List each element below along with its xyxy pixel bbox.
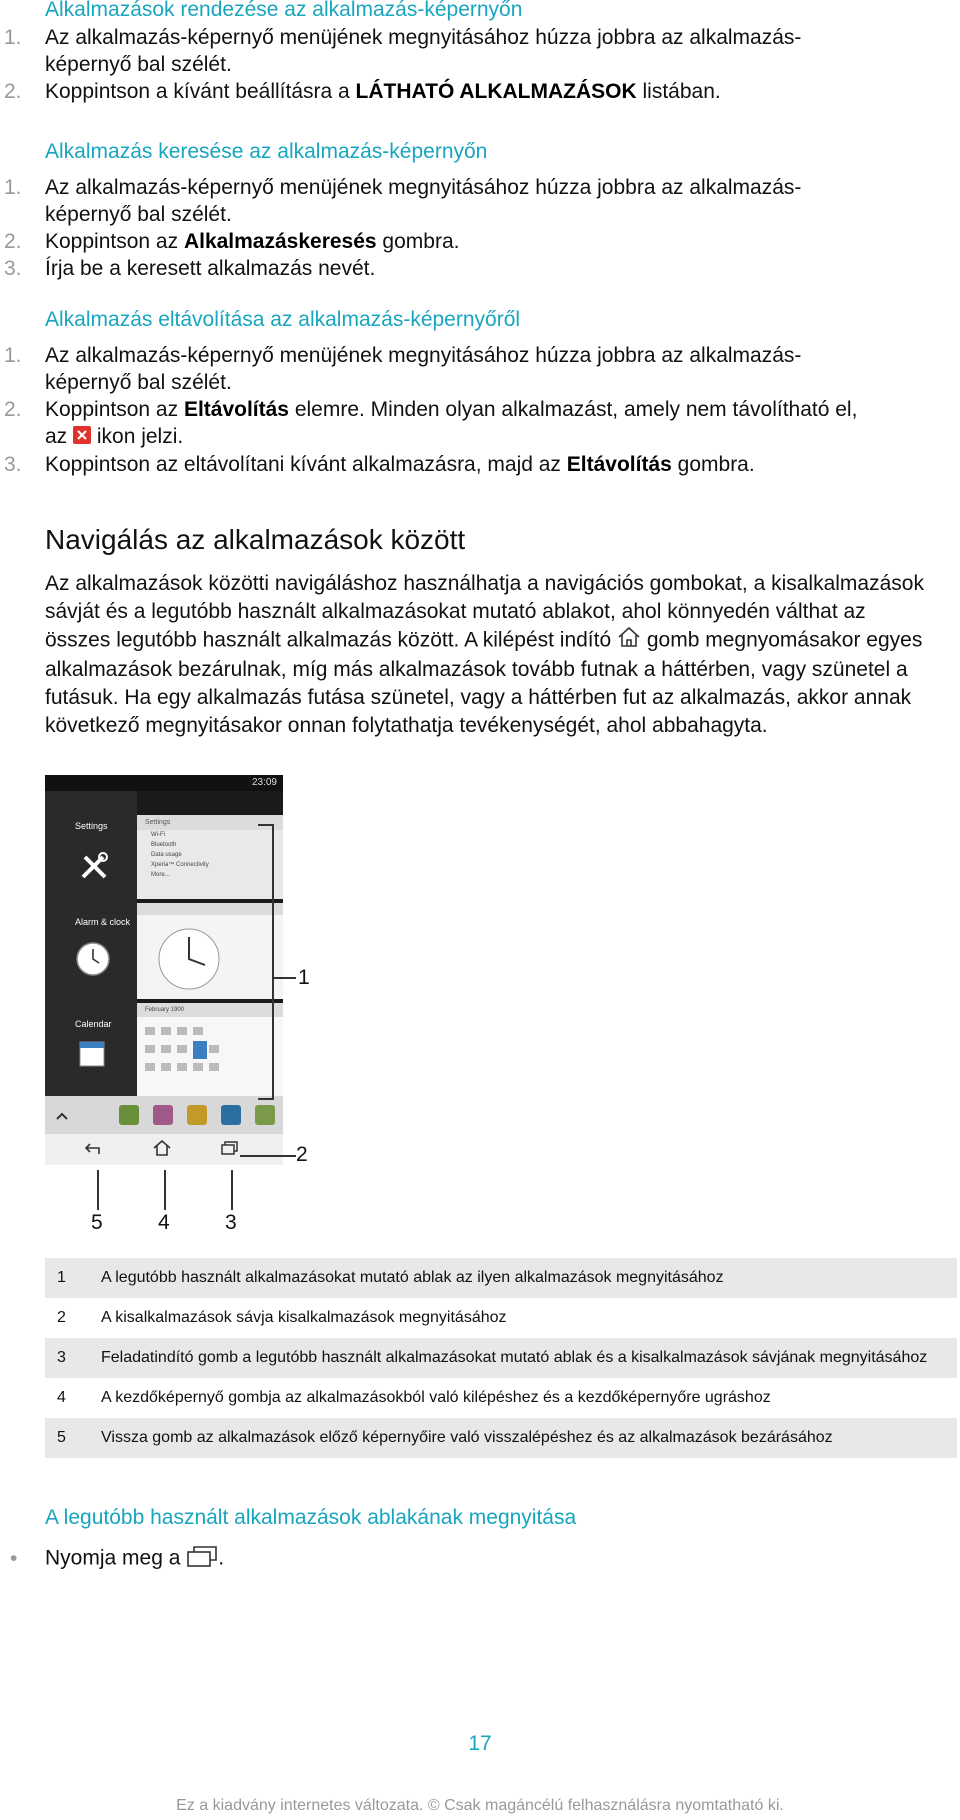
phone-screenshot [45, 775, 283, 1165]
table-row: 1 A legutóbb használt alkalmazásokat mutató ablak az ilyen alkalmazások megnyitásához [45, 1258, 957, 1298]
steps-arrange [0, 24, 875, 105]
settings-row: More... [151, 872, 170, 878]
navigation-heading: Navigálás az alkalmazások között [45, 524, 466, 555]
step: 2. Koppintson a kívánt beállításra a LÁTHATÓ ALKALMAZÁSOK listában. [4, 80, 721, 103]
calendar-icon [79, 1039, 105, 1072]
calendar-card-header: February 1900 [137, 1003, 283, 1017]
step: 2. Koppintson az Alkalmazáskeresés gombra. [4, 230, 460, 253]
table-row: 5 Vissza gomb az alkalmazások előző képernyőire való visszalépéshez és az alkalmazások bezárásához [45, 1418, 957, 1458]
home-button-icon[interactable] [153, 1140, 171, 1161]
callout-line-2 [240, 1155, 296, 1157]
callout-5: 5 [91, 1211, 103, 1234]
status-bar [45, 775, 283, 791]
table-row: 2 A kisalkalmazások sávja kisalkalmazások megnyitásához [57, 1309, 507, 1326]
expand-up-icon[interactable] [55, 1108, 69, 1126]
steps-uninstall [0, 342, 875, 478]
footer-note: Ez a kiadvány internetes változata. © Csak magáncélú felhasználásra nyomtatható ki. [176, 1797, 784, 1814]
callout-bracket-1 [258, 824, 274, 1100]
callout-2: 2 [296, 1143, 308, 1166]
small-apps-bar [45, 1096, 283, 1134]
recent-apps-icon[interactable] [221, 1141, 239, 1160]
uninstall-x-icon [73, 424, 91, 451]
callout-3: 3 [225, 1211, 237, 1234]
table-row: 4 A kezdőképernyő gombja az alkalmazásokból való kilépéshez és a kezdőképernyőre ugráshoz [57, 1389, 771, 1406]
back-icon[interactable] [83, 1142, 101, 1161]
steps-search [0, 174, 875, 282]
tools-icon [79, 851, 109, 886]
calendar-label: Calendar [75, 1019, 112, 1029]
callout-legend-table [45, 1258, 957, 1458]
page-number: 17 [468, 1732, 492, 1755]
section-title-recent: A legutóbb használt alkalmazások ablakának megnyitása [45, 1506, 577, 1529]
settings-card-header: Settings [137, 815, 283, 830]
clock-icon [75, 941, 111, 982]
step: 3. Koppintson az eltávolítani kívánt alkalmazásra, majd az Eltávolítás gombra. [4, 452, 755, 476]
callout-line-4 [164, 1170, 166, 1210]
navigation-bar [45, 1134, 283, 1165]
step: 1. Az alkalmazás-képernyő menüjének megnyitásához húzza jobbra az alkalmazás-képernyő bal szélét. [4, 176, 802, 226]
status-time: 23:09 [251, 777, 277, 788]
settings-row: Data usage [151, 852, 182, 858]
small-app-icon[interactable] [153, 1105, 173, 1130]
bullet-item: • Nyomja meg a . [10, 1545, 224, 1573]
step: 2. Koppintson az Eltávolítás elemre. Minden olyan alkalmazást, amely nem távolítható el, az ikon jelzi. [0, 396, 875, 451]
settings-label: Settings [75, 821, 108, 831]
small-app-icon[interactable] [187, 1105, 207, 1130]
callout-line-5 [97, 1170, 99, 1210]
small-app-icon[interactable] [119, 1105, 139, 1130]
bullet-mark: • [10, 1546, 18, 1570]
recent-apps-icon [186, 1545, 218, 1573]
small-apps-column [45, 791, 137, 1096]
step: 3. Írja be a keresett alkalmazás nevét. [4, 257, 376, 280]
settings-row: Xperia™ Connectivity [151, 862, 209, 868]
settings-row: Wi-Fi [151, 832, 165, 838]
step: 1. Az alkalmazás-képernyő menüjének megnyitásához húzza jobbra az alkalmazás-képernyő bal szélét. [4, 26, 802, 76]
callout-line-1 [272, 977, 296, 979]
settings-row: Bluetooth [151, 842, 177, 848]
table-row: 3 Feladatindító gomb a legutóbb használt alkalmazásokat mutató ablak és a kisalkalmazások sávjának megnyitásához [45, 1338, 957, 1378]
step: 1. Az alkalmazás-képernyő menüjének megnyitásához húzza jobbra az alkalmazás-képernyő bal szélét. [4, 344, 802, 394]
small-app-icon[interactable] [255, 1105, 275, 1130]
callout-1: 1 [298, 966, 310, 989]
callout-line-3 [231, 1170, 233, 1210]
section-title-search: Alkalmazás keresése az alkalmazás-képernyőn [45, 140, 488, 163]
small-app-icon[interactable] [221, 1105, 241, 1130]
section-title-uninstall: Alkalmazás eltávolítása az alkalmazás-képernyőről [45, 308, 521, 331]
navigation-paragraph: Az alkalmazások közötti navigáláshoz használhatja a navigációs gombokat, a kisalkalmazások sávját és a legutóbb használt alkalmazásokat mutató ablakot, ahol könnyedén válthat az összes legutóbb használt alkalmazás között. A kilépést indító gomb megnyomásakor egyes alkalmazások bezárulnak, míg más alkalmazások tovább futnak a háttérben, vagy szünetel a futásuk. Ha egy alkalmazás futása szünetel, vagy a háttérben fut az alkalmazás, akkor annak következő megnyitásakor onnan folytathatja tevékenységét, ahol abbahagyta. [45, 572, 924, 737]
section-title-arrange: Alkalmazások rendezése az alkalmazás-képernyőn [45, 0, 523, 21]
callout-4: 4 [158, 1211, 170, 1234]
alarm-label: Alarm & clock [75, 917, 131, 927]
home-icon [617, 626, 641, 656]
